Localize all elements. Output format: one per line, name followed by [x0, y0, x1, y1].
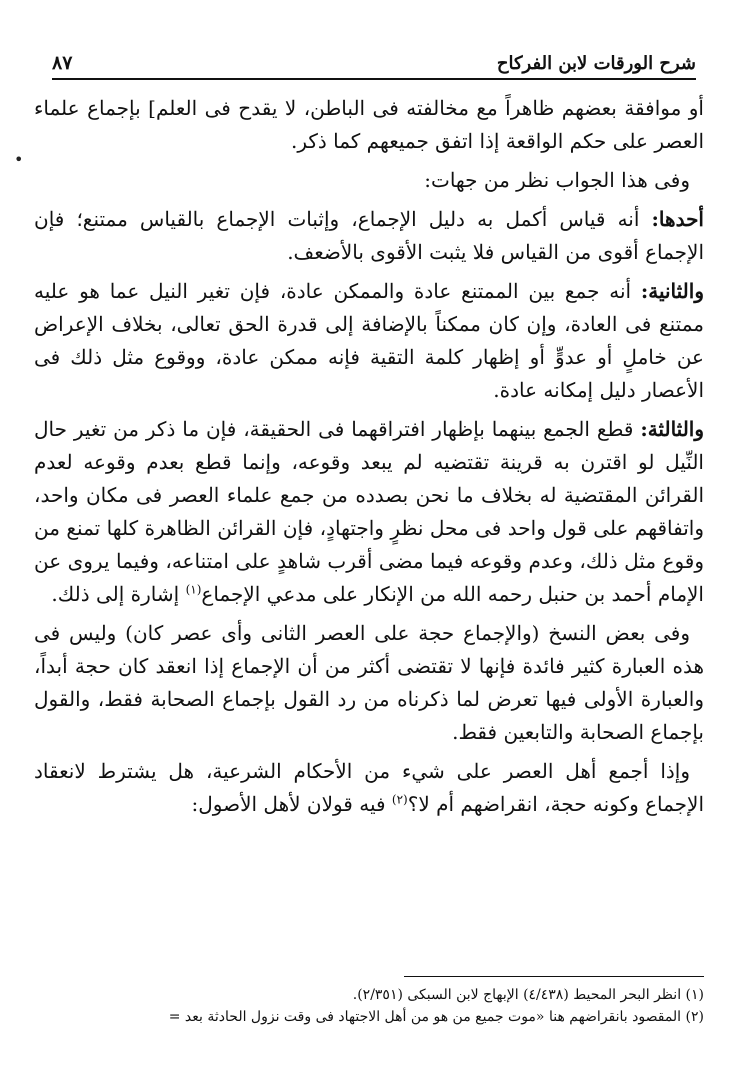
paragraph-3-body: أنه قياس أكمل به دليل الإجماع، وإثبات الإجماع بالقياس ممتنع؛ فإن الإجماع أقوى من القياس فلا يثبت الأقوى بالأضعف. — [34, 207, 704, 264]
footnote-rule — [404, 976, 704, 977]
page-number: ٨٧ — [52, 52, 73, 74]
paragraph-4-lead: والثانية: — [640, 279, 704, 303]
paragraph-4-body: أنه جمع بين الممتنع عادة والممكن عادة، فإن تغير النيل عما هو عليه ممتنع فى العادة، وإن كان ممكناً بالإضافة إلى قدرة الحق تعالى، بخلاف الإعراض عن خاملٍ أو عدوٍّ أو إظهار كلمة التقية فإنه ممكن عادة، ووقوع مثل ذلك فى الأعصار دليل إمكانه عادة. — [34, 279, 704, 402]
paragraph-1: أو موافقة بعضهم ظاهراً مع مخالفته فى الباطن، لا يقدح فى العلم] بإجماع علماء العصر على حكم الواقعة إذا اتفق جميعهم كما ذكر. — [34, 96, 704, 153]
paragraph-3-lead: أحدها: — [651, 207, 704, 231]
footnotes — [34, 984, 704, 1028]
header-rule — [52, 78, 696, 80]
footnote-1: (١) انظر البحر المحيط (٤/٤٣٨) الإبهاج لابن السبكى (٢/٣٥١). — [352, 987, 704, 1003]
paragraph-5-tail: إشارة إلى ذلك. — [51, 582, 186, 606]
margin-bullet-mark: • — [14, 150, 24, 169]
footnote-ref-2: (٢) — [391, 792, 408, 807]
paragraph-5 — [34, 413, 704, 611]
paragraph-7-tail: فيه قولان لأهل الأصول: — [191, 792, 392, 816]
footnote-ref-1: (١) — [185, 582, 202, 597]
paragraph-2: وفى هذا الجواب نظر من جهات: — [424, 168, 690, 192]
running-title: شرح الورقات لابن الفركاح — [496, 53, 696, 74]
paragraph-7 — [34, 755, 704, 821]
paragraph-6: وفى بعض النسخ (والإجماع حجة على العصر الثانى وأى عصر كان) وليس فى هذه العبارة كثير فائدة فإنها لا تقتضى أكثر من أن الإجماع إذا انعقد كان حجة أبداً، والعبارة الأولى فيها تعرض لما ذكرناه من رد القول بإجماع الصحابة فقط، والقول بإجماع الصحابة والتابعين فقط. — [34, 621, 704, 744]
paragraph-4 — [34, 275, 704, 407]
paragraph-5-body: قطع الجمع بينهما بإظهار افتراقهما فى الحقيقة، فإن ما ذكر من تغير حال النِّيل لو اقترن به قرينة تقتضيه لم يبعد وقوعه، وإنما قطع بعدم وقوعه لعدم القرائن المقتضية له بخلاف ما نحن بصدده من جمع علماء العصر فى مكان واحد، واتفاقهم على قول واحد فى محل نظرٍ واجتهادٍ، فإن القرائن الظاهرة كلها تمنع من وقوع مثل ذلك، وعدم وقوعه فيما مضى أقرب شاهدٍ على امتناعه، وفيما يروى عن الإمام أحمد بن حنبل رحمه الله من الإنكار على مدعي الإجماع — [34, 417, 705, 606]
paragraph-3 — [34, 203, 704, 269]
footnote-2: (٢) المقصود بانقراضهم هنا «موت جميع من هو من أهل الاجتهاد فى وقت نزول الحادثة بعد = — [168, 1009, 704, 1025]
paragraph-7-body: وإذا أجمع أهل العصر على شيء من الأحكام الشرعية، هل يشترط لانعقاد الإجماع وكونه حجة، انقراضهم أم لا؟ — [34, 759, 704, 816]
paragraph-5-lead: والثالثة: — [640, 417, 704, 441]
page-header — [52, 40, 696, 74]
body-text — [34, 92, 704, 827]
